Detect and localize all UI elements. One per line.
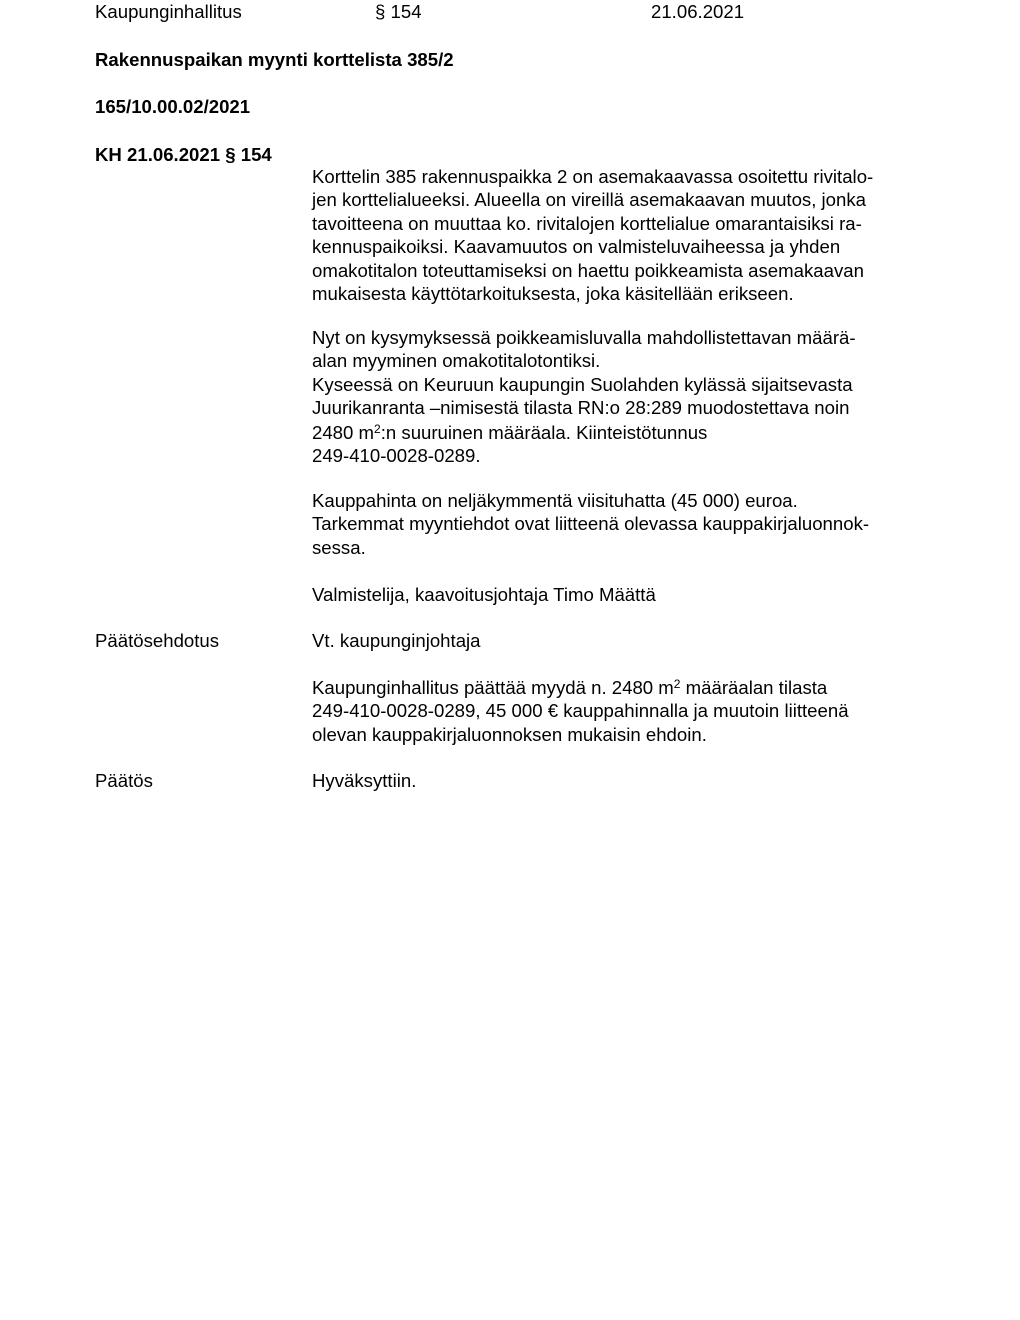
text-line: Nyt on kysymyksessä poikkeamisluvalla mahdollistettavan määrä- (312, 327, 856, 348)
text-line: Korttelin 385 rakennuspaikka 2 on asemakaavassa osoitettu rivitalo- (312, 166, 874, 187)
text-line-area (312, 421, 932, 444)
meeting-reference: KH 21.06.2021 § 154 (95, 144, 272, 165)
text-line: alan myyminen omakotitalotontiksi. (312, 350, 601, 372)
proposal-line-end: määräalan tilasta (680, 677, 828, 698)
property-id: 249-410-0028-0289. (312, 445, 481, 467)
decision-block (312, 769, 932, 792)
document-title: Rakennuspaikan myynti korttelista 385/2 (95, 49, 454, 70)
intro-paragraph-3 (312, 489, 932, 559)
text-line-area (312, 676, 932, 699)
area-value: 2480 m (312, 421, 375, 443)
text-line: jen korttelialueeksi. Alueella on vireillä asemakaavan muutos, jonka (312, 189, 866, 211)
header-section: § 154 (375, 1, 422, 22)
record-number: 165/10.00.02/2021 (95, 96, 251, 117)
proposer-text: Vt. kaupunginjohtaja (312, 630, 481, 651)
decision-label: Päätös (95, 770, 153, 791)
superscript: 2 (673, 677, 681, 691)
text-line: mukaisesta käyttötarkoituksesta, joka käsitellään erikseen. (312, 283, 794, 305)
decision-text: Hyväksyttiin. (312, 770, 417, 791)
text-line: kennuspaikoiksi. Kaavamuutos on valmisteluvaiheessa ja yhden (312, 236, 841, 258)
header-date: 21.06.2021 (651, 1, 745, 22)
text-line: Juurikanranta –nimisestä tilasta RN:o 28:289 muodostettava noin (312, 397, 850, 419)
area-text: :n suuruinen määräala. Kiinteistötunnus (380, 421, 708, 443)
intro-paragraph-1 (312, 165, 932, 305)
superscript: 2 (374, 421, 381, 436)
preparer-text: Valmistelija, kaavoitusjohtaja Timo Määttä (312, 584, 656, 605)
text-line: Tarkemmat myyntiehdot ovat liitteenä olevassa kauppakirjaluonnok- (312, 513, 870, 535)
text-line: tavoitteena on muuttaa ko. rivitalojen korttelialue omarantaisiksi ra- (312, 212, 862, 234)
proposal-line-start: Kaupunginhallitus päättää myydä n. 2480 m (312, 677, 674, 698)
text-line: omakotitalon toteuttamiseksi on haettu poikkeamista asemakaavan (312, 259, 864, 281)
proposal-text (312, 676, 932, 746)
header-body: Kaupunginhallitus (95, 1, 242, 22)
proposal-label: Päätösehdotus (95, 630, 220, 651)
text-line: olevan kauppakirjaluonnoksen mukaisin ehdoin. (312, 723, 707, 745)
preparer-block (312, 583, 932, 606)
intro-paragraph-2 (312, 326, 932, 467)
text-line: Kyseessä on Keuruun kaupungin Suolahden kylässä sijaitsevasta (312, 373, 853, 395)
text-line: sessa. (312, 536, 366, 558)
text-line: 249-410-0028-0289, 45 000 € kauppahinnalla ja muutoin liitteenä (312, 700, 849, 722)
text-line: Kauppahinta on neljäkymmentä viisituhatta (45 000) euroa. (312, 490, 798, 511)
proposer-block (312, 629, 932, 652)
